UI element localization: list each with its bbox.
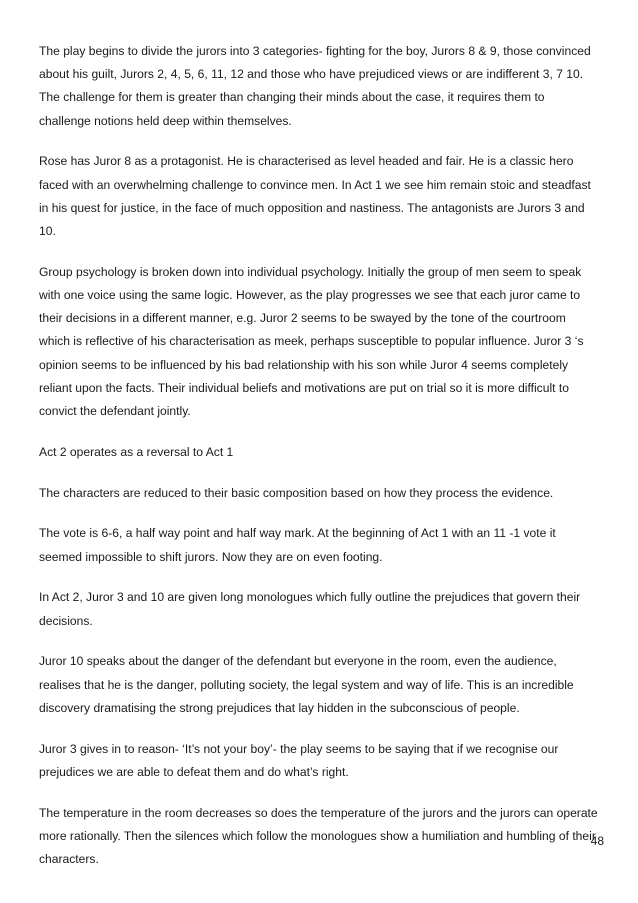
paragraph-act-2-reversal: Act 2 operates as a reversal to Act 1	[39, 444, 234, 459]
paragraph-temperature: The temperature in the room decreases so does the temperature of the jurors and the jurors can operate more rationally. Then the silences which follow the monologues show a humiliation and humbling of their characters.	[39, 805, 598, 867]
paragraph-juror-categories: The play begins to divide the jurors into 3 categories- fighting for the boy, Jurors 8 & 9, those convinced about his guilt, Jurors 2, 4, 5, 6, 11, 12 and those who have prejudiced views or are indifferent 3, 7 10. The challenge for them is greater than changing their minds about the case, it requires them to challenge notions held deep within themselves.	[39, 44, 591, 128]
page-number: 48	[590, 834, 604, 848]
paragraph-protagonist: Rose has Juror 8 as a protagonist. He is characterised as level headed and fair. He is a classic hero faced with an overwhelming challenge to convince men. In Act 1 we see him remain stoic and steadfast in his quest for justice, in the face of much opposition and nastiness. The antagonists are Jurors 3 and 10.	[39, 154, 591, 239]
document-body	[39, 40, 599, 889]
paragraph-group-psychology: Group psychology is broken down into individual psychology. Initially the group of men seem to speak with one voice using the same logic. However, as the play progresses we see that each juror came to their decisions in a different manner, e.g. Juror 2 seems to be swayed by the tone of the courtroom which is reflective of his characterisation as meek, perhaps susceptible to popular influence. Juror 3 ‘s opinion seems to be influenced by his bad relationship with his son while Juror 4 seems completely reliant upon the facts. Their individual beliefs and motivations are put on trial so it is more difficult to convict the defendant jointly.	[39, 264, 584, 419]
paragraph-juror-3: Juror 3 gives in to reason- ‘It’s not your boy’- the play seems to be saying that if we recognise our prejudices we are able to defeat them and do what’s right.	[39, 741, 559, 779]
paragraph-monologues: In Act 2, Juror 3 and 10 are given long monologues which fully outline the prejudices that govern their decisions.	[39, 590, 581, 628]
paragraph-vote: The vote is 6-6, a half way point and half way mark. At the beginning of Act 1 with an 11 -1 vote it seemed impossible to shift jurors. Now they are on even footing.	[39, 526, 556, 564]
paragraph-characters-reduced: The characters are reduced to their basic composition based on how they process the evidence.	[39, 485, 554, 500]
paragraph-juror-10: Juror 10 speaks about the danger of the defendant but everyone in the room, even the audience, realises that he is the danger, polluting society, the legal system and way of life. This is an incredible discovery dramatising the strong prejudices that lay hidden in the subconscious of people.	[39, 654, 574, 715]
